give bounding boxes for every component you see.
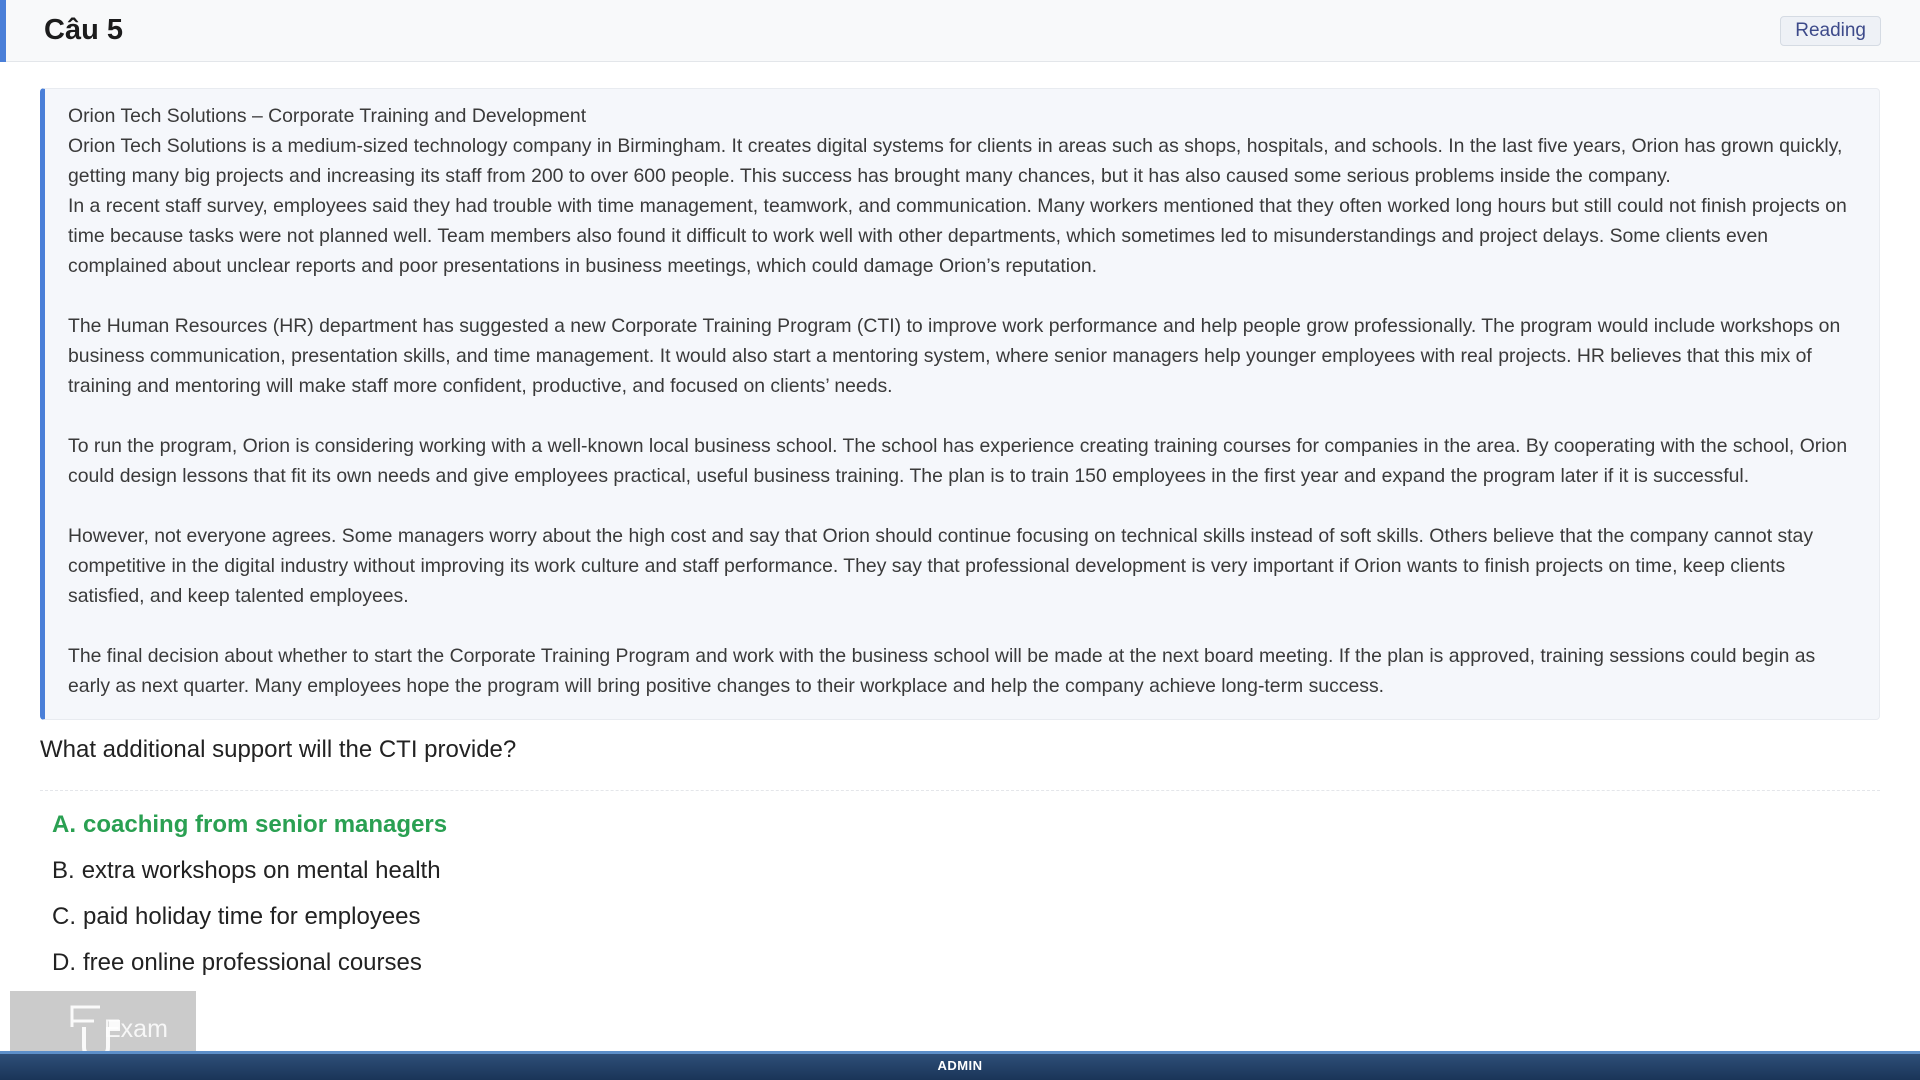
passage-paragraph: The final decision about whether to start the Corporate Training Program and work with the business school will be made at the next board meeting. If the plan is approved, training sessions could begin as early as next quarter. Many employees hope the program will bring positive changes to their workplace and help the company achieve long-term success.: [68, 645, 1816, 697]
passage-paragraph: In a recent staff survey, employees said they had trouble with time management, teamwork, and communication. Many workers mentioned that they often worked long hours but still could not finish projects on time because tasks were not planned well. Team members also found it difficult to work well with other departments, which sometimes led to misunderstandings and project delays. Some clients even complained about unclear reports and poor presentations in business meetings, which could damage Orion’s reputation.: [68, 195, 1847, 277]
option-letter: C.: [52, 903, 76, 930]
passage-paragraph: The Human Resources (HR) department has suggested a new Corporate Training Program (CTI) to improve work performance and help people grow professionally. The program would include workshops on business communication, presentation skills, and time management. It would also start a mentoring system, where senior managers help younger employees with real projects. HR believes that this mix of training and mentoring will make staff more confident, productive, and focused on clients’ needs.: [68, 315, 1841, 397]
footer-bar: ADMIN: [0, 1051, 1920, 1080]
answer-option-b[interactable]: [52, 848, 1852, 894]
option-letter: B.: [52, 857, 75, 884]
option-letter: A.: [52, 811, 76, 838]
header-accent-bar: [0, 0, 6, 62]
option-text: free online professional courses: [83, 949, 422, 976]
option-text: extra workshops on mental health: [81, 857, 441, 884]
question-text: What additional support will the CTI provide?: [40, 736, 517, 763]
watermark-text: Exam: [104, 1015, 168, 1043]
answer-option-c[interactable]: [52, 894, 1852, 940]
page-title: Câu 5: [44, 14, 123, 46]
page-header: [0, 0, 1920, 62]
option-letter: D.: [52, 949, 76, 976]
reading-passage: [40, 88, 1880, 720]
passage-paragraph: To run the program, Orion is considering working with a well-known local business school. The school has experience creating training courses for companies in the area. By cooperating with the school, Orion could design lessons that fit its own needs and give employees practical, useful business training. The plan is to train 150 employees in the first year and expand the program later if it is successful.: [68, 435, 1848, 487]
passage-paragraph: Orion Tech Solutions is a medium-sized technology company in Birmingham. It creates digital systems for clients in areas such as shops, hospitals, and schools. In the last five years, Orion has grown quickly, getting many big projects and increasing its staff from 200 to over 600 people. This success has brought many chances, but it has also caused some serious problems inside the company.: [68, 135, 1843, 187]
option-text: coaching from senior managers: [83, 811, 448, 838]
section-badge: Reading: [1780, 16, 1881, 46]
passage-heading: Orion Tech Solutions – Corporate Training and Development: [68, 105, 587, 127]
answer-options: [52, 802, 1852, 986]
passage-paragraph: However, not everyone agrees. Some managers worry about the high cost and say that Orion should continue focusing on technical skills instead of soft skills. Others believe that the company cannot stay competitive in the digital industry without improving its work culture and staff performance. They say that professional development is very important if Orion wants to finish projects on time, keep clients satisfied, and keep talented employees.: [68, 525, 1814, 607]
answer-option-d[interactable]: [52, 940, 1852, 986]
divider: [40, 790, 1880, 791]
answer-option-a[interactable]: [52, 802, 1852, 848]
option-text: paid holiday time for employees: [83, 903, 421, 930]
